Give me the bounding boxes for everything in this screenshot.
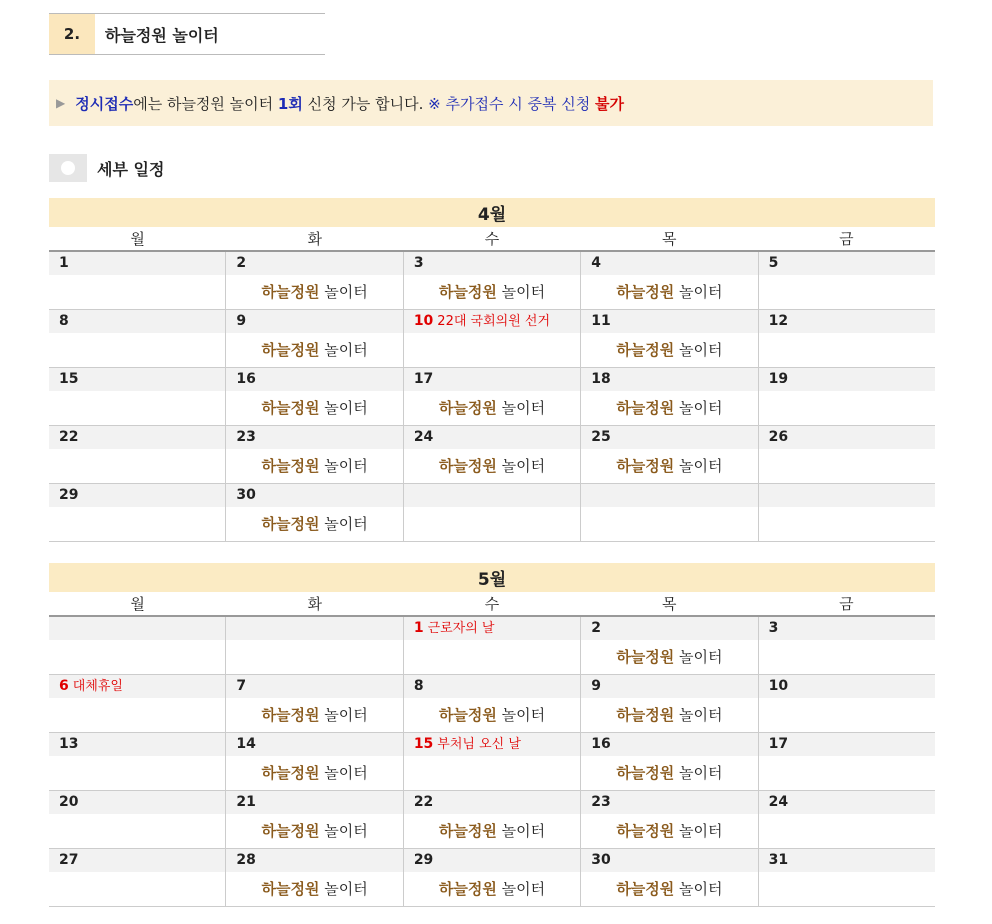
calendar-day-cell — [759, 791, 935, 848]
event-highlight: 하늘정원 — [438, 399, 497, 417]
day-number: 17 — [768, 736, 789, 752]
calendar-day-cell — [404, 791, 581, 848]
day-number: 29 — [59, 487, 79, 503]
event-label: 놀이터 — [674, 880, 723, 898]
event-slot — [404, 275, 580, 309]
event-slot — [581, 275, 757, 309]
event-label: 놀이터 — [674, 283, 723, 301]
calendar-day-cell — [404, 252, 581, 309]
day-number: 19 — [768, 371, 789, 387]
event-slot — [226, 333, 402, 367]
day-number: 3 — [413, 255, 424, 271]
event-slot — [759, 698, 935, 732]
calendar-day-cell — [759, 484, 935, 541]
day-header — [581, 484, 757, 507]
calendar-day-cell — [49, 733, 226, 790]
weekday-label: 월 — [130, 230, 145, 248]
weekday-label: 화 — [307, 230, 323, 248]
event-slot — [49, 814, 225, 848]
notice-not-allowed: 불가 — [594, 94, 624, 113]
event-slot — [404, 333, 580, 367]
day-header — [581, 310, 757, 333]
calendar-week-row — [49, 310, 935, 368]
day-header — [49, 849, 225, 872]
day-header — [404, 733, 580, 756]
day-header — [581, 426, 757, 449]
holiday-label: 22대 국회의원 선거 — [437, 314, 551, 329]
day-number: 28 — [236, 852, 256, 868]
event-slot — [226, 391, 402, 425]
day-number: 30 — [236, 487, 256, 503]
day-header — [404, 791, 580, 814]
day-header — [581, 791, 757, 814]
event-slot — [226, 275, 402, 309]
weekday-label: 수 — [484, 595, 500, 613]
calendar-day-cell — [226, 310, 403, 367]
day-header — [404, 617, 580, 640]
calendar-week-row — [49, 426, 935, 484]
day-number: 24 — [413, 429, 434, 445]
day-header — [226, 252, 402, 275]
day-number: 20 — [59, 794, 79, 810]
event-highlight: 하늘정원 — [438, 283, 497, 301]
day-header — [581, 368, 757, 391]
day-header — [581, 849, 757, 872]
notice-regular-registration: 정시접수 — [75, 94, 134, 113]
event-slot — [49, 333, 225, 367]
calendar-day-cell — [581, 791, 758, 848]
calendar-day-cell — [581, 426, 758, 483]
calendar-day-cell — [49, 252, 226, 309]
day-number: 31 — [768, 852, 789, 868]
event-slot — [226, 449, 402, 483]
day-number: 17 — [413, 371, 434, 387]
day-number: 13 — [59, 736, 79, 752]
day-header — [759, 368, 935, 391]
notice-count: 1회 — [277, 94, 303, 113]
notice-text-2: 신청 가능 합니다. — [302, 94, 429, 113]
day-number: 14 — [236, 736, 256, 752]
day-header — [226, 617, 402, 640]
event-highlight: 하늘정원 — [261, 880, 320, 898]
day-number: 18 — [591, 371, 611, 387]
weekday-label: 수 — [484, 230, 500, 248]
calendar-day-cell — [404, 617, 581, 674]
calendar-day-cell — [49, 310, 226, 367]
calendar-day-cell — [759, 426, 935, 483]
event-highlight: 하늘정원 — [261, 822, 320, 840]
event-slot — [581, 640, 757, 674]
event-slot — [581, 333, 757, 367]
calendar-week-row — [49, 368, 935, 426]
day-number: 29 — [413, 852, 434, 868]
event-slot — [759, 507, 935, 541]
calendar-day-cell — [404, 368, 581, 425]
event-highlight: 하늘정원 — [616, 880, 675, 898]
calendar-day-cell — [759, 617, 935, 674]
weekday-label: 월 — [130, 595, 145, 613]
day-header — [759, 675, 935, 698]
event-highlight: 하늘정원 — [438, 457, 497, 475]
day-number: 10 — [768, 678, 789, 694]
event-label: 놀이터 — [319, 399, 368, 417]
event-slot — [404, 507, 580, 541]
day-header — [226, 310, 402, 333]
day-number: 7 — [236, 678, 247, 694]
event-slot — [759, 872, 935, 906]
day-number: 3 — [768, 620, 779, 636]
weekday-label: 목 — [661, 230, 677, 248]
event-slot — [759, 814, 935, 848]
day-number: 22 — [413, 794, 434, 810]
day-header — [49, 484, 225, 507]
event-label: 놀이터 — [496, 283, 546, 301]
event-slot — [759, 333, 935, 367]
event-slot — [581, 756, 757, 790]
calendar-day-cell — [49, 426, 226, 483]
event-slot — [759, 449, 935, 483]
event-highlight: 하늘정원 — [438, 880, 497, 898]
calendar-day-cell — [581, 849, 758, 906]
day-header — [226, 484, 402, 507]
event-slot — [581, 391, 757, 425]
day-number: 10 — [413, 313, 434, 329]
event-label: 놀이터 — [496, 880, 546, 898]
day-header — [581, 675, 757, 698]
event-highlight: 하늘정원 — [261, 764, 320, 782]
event-label: 놀이터 — [319, 283, 368, 301]
day-number: 9 — [591, 678, 601, 694]
calendar-day-cell — [581, 310, 758, 367]
event-highlight: 하늘정원 — [616, 706, 675, 724]
day-number: 2 — [236, 255, 247, 271]
event-slot — [226, 507, 402, 541]
event-highlight: 하늘정원 — [261, 399, 320, 417]
event-slot — [581, 698, 757, 732]
event-slot — [759, 640, 935, 674]
event-slot — [49, 756, 225, 790]
calendar-week-row — [49, 617, 935, 675]
event-highlight: 하늘정원 — [616, 822, 675, 840]
event-label: 놀이터 — [674, 706, 723, 724]
day-number: 8 — [413, 678, 424, 694]
calendar-week-row — [49, 733, 935, 791]
calendar-day-cell — [404, 675, 581, 732]
event-label: 놀이터 — [674, 457, 723, 475]
calendar-week-row — [49, 484, 935, 542]
day-number: 15 — [413, 736, 434, 752]
day-header — [49, 733, 225, 756]
day-header — [226, 426, 402, 449]
day-header — [759, 484, 935, 507]
weekday-label: 금 — [839, 595, 854, 613]
calendar-week-row — [49, 252, 935, 310]
day-number: 8 — [59, 313, 69, 329]
event-highlight: 하늘정원 — [616, 399, 675, 417]
calendar-day-cell — [759, 733, 935, 790]
day-header — [226, 675, 402, 698]
day-header — [404, 675, 580, 698]
section-number: 2. — [49, 14, 95, 54]
event-highlight: 하늘정원 — [261, 515, 320, 533]
calendar-day-cell — [404, 426, 581, 483]
event-slot — [404, 391, 580, 425]
day-number: 15 — [59, 371, 79, 387]
day-header — [404, 426, 580, 449]
event-slot — [404, 449, 580, 483]
event-highlight: 하늘정원 — [616, 283, 675, 301]
event-label: 놀이터 — [319, 457, 368, 475]
day-number: 5 — [768, 255, 779, 271]
calendar-day-cell — [49, 791, 226, 848]
event-label: 놀이터 — [674, 341, 723, 359]
weekday-label: 목 — [661, 595, 677, 613]
calendar-day-cell — [226, 617, 403, 674]
day-number: 27 — [59, 852, 79, 868]
day-header — [581, 252, 757, 275]
event-highlight: 하늘정원 — [261, 457, 320, 475]
event-label: 놀이터 — [496, 457, 546, 475]
event-slot — [49, 275, 225, 309]
day-number: 2 — [591, 620, 601, 636]
day-header — [759, 617, 935, 640]
triangle-right-icon: ▶ — [56, 96, 66, 110]
calendar-day-cell — [404, 733, 581, 790]
day-header — [581, 733, 757, 756]
day-header — [49, 252, 225, 275]
event-slot — [581, 814, 757, 848]
day-header — [759, 310, 935, 333]
event-highlight: 하늘정원 — [261, 341, 320, 359]
weekday-header — [49, 592, 935, 617]
notice-box — [49, 80, 933, 126]
day-number: 30 — [591, 852, 611, 868]
holiday-label: 부처님 오신 날 — [437, 737, 521, 752]
event-slot — [581, 449, 757, 483]
calendar-day-cell — [49, 617, 226, 674]
day-header — [226, 368, 402, 391]
event-highlight: 하늘정원 — [261, 706, 320, 724]
event-highlight: 하늘정원 — [616, 341, 675, 359]
event-label: 놀이터 — [674, 764, 723, 782]
day-header — [759, 791, 935, 814]
event-slot — [49, 507, 225, 541]
calendar-day-cell — [404, 310, 581, 367]
event-label: 놀이터 — [496, 822, 546, 840]
event-slot — [404, 640, 580, 674]
calendar-day-cell — [49, 368, 226, 425]
event-label: 놀이터 — [674, 399, 723, 417]
event-slot — [49, 449, 225, 483]
day-number: 1 — [413, 620, 424, 636]
event-slot — [226, 640, 402, 674]
calendar-day-cell — [226, 368, 403, 425]
calendar-day-cell — [581, 252, 758, 309]
calendar-day-cell — [49, 849, 226, 906]
day-number: 26 — [768, 429, 789, 445]
event-label: 놀이터 — [319, 822, 368, 840]
day-header — [759, 733, 935, 756]
day-header — [226, 791, 402, 814]
event-label: 놀이터 — [496, 706, 546, 724]
day-number: 11 — [591, 313, 611, 329]
day-number: 25 — [591, 429, 611, 445]
day-number: 23 — [591, 794, 611, 810]
event-slot — [581, 507, 757, 541]
event-label: 놀이터 — [319, 880, 368, 898]
subsection-title: 세부 일정 — [97, 159, 165, 179]
calendar-day-cell — [226, 849, 403, 906]
event-slot — [404, 814, 580, 848]
holiday-label: 근로자의 날 — [427, 621, 495, 636]
day-header — [49, 368, 225, 391]
calendar-day-cell — [581, 617, 758, 674]
event-slot — [226, 756, 402, 790]
calendar-day-cell — [581, 733, 758, 790]
day-number: 4 — [591, 255, 601, 271]
event-slot — [49, 872, 225, 906]
calendar-day-cell — [226, 791, 403, 848]
day-header — [49, 310, 225, 333]
event-label: 놀이터 — [319, 706, 368, 724]
event-label: 놀이터 — [674, 822, 723, 840]
day-header — [581, 617, 757, 640]
calendar-week-row — [49, 791, 935, 849]
day-number: 9 — [236, 313, 247, 329]
event-highlight: 하늘정원 — [616, 457, 675, 475]
calendar-day-cell — [759, 675, 935, 732]
day-header — [226, 849, 402, 872]
subsection-header — [49, 153, 164, 183]
month-title: 4월 — [49, 198, 935, 227]
calendar-day-cell — [581, 484, 758, 541]
calendar-day-cell — [581, 368, 758, 425]
event-highlight: 하늘정원 — [616, 764, 675, 782]
day-number: 23 — [236, 429, 256, 445]
event-label: 놀이터 — [319, 341, 368, 359]
event-highlight: 하늘정원 — [261, 283, 320, 301]
section-header — [49, 13, 325, 55]
calendar-day-cell — [226, 484, 403, 541]
event-highlight: 하늘정원 — [438, 706, 497, 724]
day-header — [404, 849, 580, 872]
event-slot — [226, 698, 402, 732]
weekday-label: 금 — [839, 230, 854, 248]
calendar-day-cell — [759, 252, 935, 309]
event-slot — [759, 756, 935, 790]
calendar-day-cell — [759, 849, 935, 906]
event-label: 놀이터 — [674, 648, 723, 666]
event-highlight: 하늘정원 — [438, 822, 497, 840]
event-slot — [404, 756, 580, 790]
day-header — [49, 791, 225, 814]
day-number: 1 — [59, 255, 69, 271]
day-header — [404, 484, 580, 507]
event-slot — [759, 275, 935, 309]
day-header — [759, 426, 935, 449]
day-header — [404, 368, 580, 391]
day-header — [49, 426, 225, 449]
event-label: 놀이터 — [496, 399, 546, 417]
notice-additional: ※ 추가접수 시 중복 신청 — [428, 94, 595, 113]
day-header — [759, 252, 935, 275]
day-number: 16 — [236, 371, 256, 387]
calendar-day-cell — [404, 484, 581, 541]
calendar-day-cell — [226, 675, 403, 732]
day-header — [759, 849, 935, 872]
calendar-day-cell — [49, 675, 226, 732]
calendar-april — [49, 198, 935, 542]
day-header — [226, 733, 402, 756]
calendar-day-cell — [404, 849, 581, 906]
day-header — [49, 617, 225, 640]
day-header — [404, 252, 580, 275]
event-highlight: 하늘정원 — [616, 648, 675, 666]
day-number: 6 — [59, 678, 69, 694]
calendar-day-cell — [759, 310, 935, 367]
event-slot — [49, 698, 225, 732]
calendar-day-cell — [49, 484, 226, 541]
calendar-day-cell — [226, 426, 403, 483]
day-number: 16 — [591, 736, 611, 752]
event-slot — [759, 391, 935, 425]
calendar-day-cell — [226, 252, 403, 309]
event-slot — [226, 814, 402, 848]
weekday-header — [49, 227, 935, 252]
event-slot — [581, 872, 757, 906]
calendar-day-cell — [226, 733, 403, 790]
circle-bullet-icon — [49, 154, 87, 182]
day-number: 24 — [768, 794, 789, 810]
calendar-week-row — [49, 675, 935, 733]
event-slot — [49, 391, 225, 425]
calendar-day-cell — [581, 675, 758, 732]
event-label: 놀이터 — [319, 764, 368, 782]
day-header — [49, 675, 225, 698]
event-slot — [49, 640, 225, 674]
event-slot — [226, 872, 402, 906]
month-title: 5월 — [49, 563, 935, 592]
calendar-may — [49, 563, 935, 907]
event-slot — [404, 872, 580, 906]
holiday-label: 대체휴일 — [72, 679, 123, 694]
day-header — [404, 310, 580, 333]
event-label: 놀이터 — [319, 515, 368, 533]
notice-text: 에는 하늘정원 놀이터 — [133, 94, 278, 113]
day-number: 12 — [768, 313, 789, 329]
day-number: 22 — [59, 429, 79, 445]
event-slot — [404, 698, 580, 732]
calendar-week-row — [49, 849, 935, 907]
day-number: 21 — [236, 794, 256, 810]
section-title: 하늘정원 놀이터 — [105, 25, 219, 45]
weekday-label: 화 — [307, 595, 323, 613]
calendar-day-cell — [759, 368, 935, 425]
